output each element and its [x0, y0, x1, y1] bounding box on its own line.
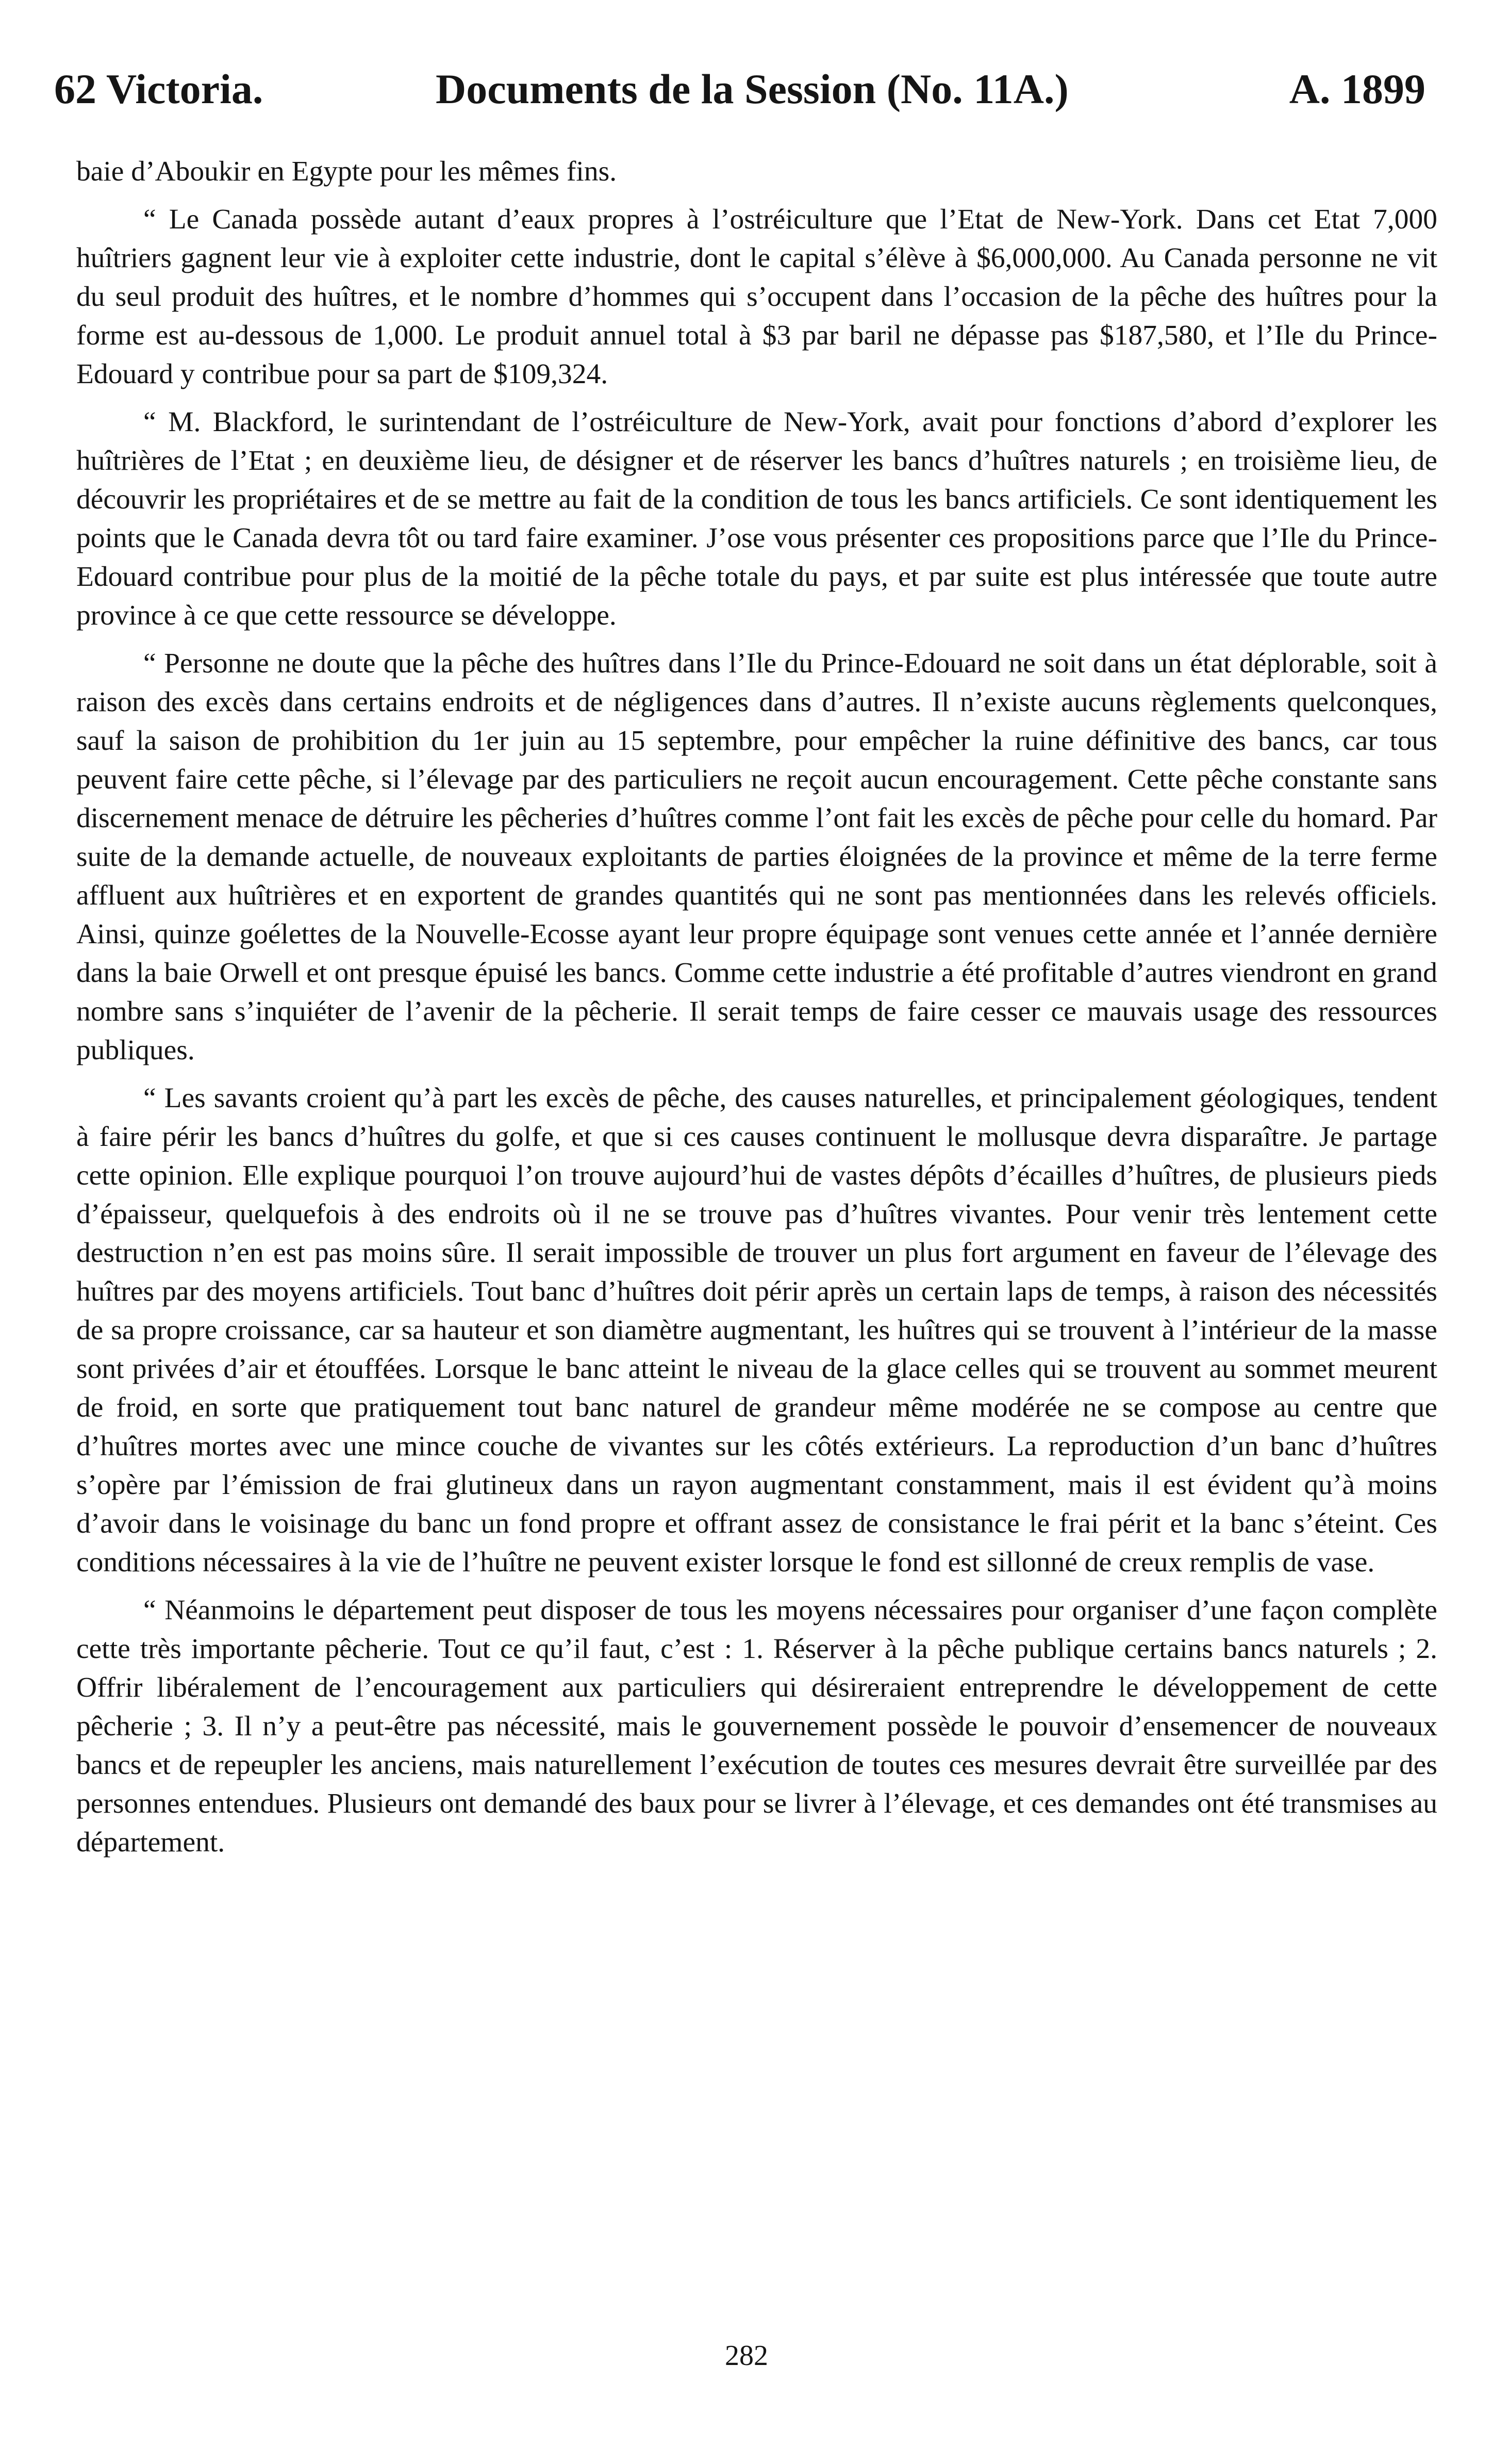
- paragraph-continuation: baie d’Aboukir en Egypte pour les mêmes fins.: [76, 156, 617, 187]
- body-text: [76, 152, 1437, 1871]
- paragraph: “ Personne ne doute que la pêche des huîtres dans l’Ile du Prince-Edouard ne soit dans un état déplorable, soit à raison des excès dans certains endroits et de négligences dans d’autres. Il n’existe aucuns règlements quelconques, sauf la saison de prohibition du 1er juin au 15 septembre, pour empêcher la ruine définitive des bancs, car tous peuvent faire cette pêche, si l’élevage par des particuliers ne reçoit aucun encouragement. Cette pêche constante sans discernement menace de détruire les pêcheries d’huîtres comme l’ont fait les excès de pêche pour celle du homard. Par suite de la demande actuelle, de nouveaux exploitants de parties éloignées de la province et même de la terre ferme affluent aux huîtrières et en exportent de grandes quantités qui ne sont pas mentionnées dans les relevés officiels. Ainsi, quinze goélettes de la Nouvelle-Ecosse ayant leur propre équipage sont venues cette année et l’année dernière dans la baie Orwell et ont presque épuisé les bancs. Comme cette industrie a été profitable d’autres viendront en grand nombre sans s’inquiéter de l’avenir de la pêcherie. Il serait temps de faire cesser ce mauvais usage des ressources publiques.: [76, 648, 1437, 1066]
- header-session-documents: Documents de la Session (No. 11A.): [436, 65, 1069, 112]
- header-year: A. 1899: [1289, 65, 1425, 112]
- header-regnal-year: 62 Victoria.: [54, 65, 263, 112]
- paragraph: “ Le Canada possède autant d’eaux propres à l’ostréiculture que l’Etat de New-York. Dans cet Etat 7,000 huîtriers gagnent leur vie à exploiter cette industrie, dont le capital s’élève à $6,000,000. Au Canada personne ne vit du seul produit des huîtres, et le nombre d’hommes qui s’occupent dans l’occasion de la pêche des huîtres pour la forme est au-dessous de 1,000. Le produit annuel total à $3 par baril ne dépasse pas $187,580, et l’Ile du Prince-Edouard y contribue pour sa part de $109,324.: [76, 204, 1437, 390]
- paragraph: “ Les savants croient qu’à part les excès de pêche, des causes naturelles, et principalement géologiques, tendent à faire périr les bancs d’huîtres du golfe, et que si ces causes continuent le mollusque devra disparaître. Je partage cette opinion. Elle explique pourquoi l’on trouve aujourd’hui de vastes dépôts d’écailles d’huîtres, de plusieurs pieds d’épaisseur, quelquefois à des endroits où il ne se trouve pas d’huîtres vivantes. Pour venir très lentement cette destruction n’en est pas moins sûre. Il serait impossible de trouver un plus fort argument en faveur de l’élevage des huîtres par des moyens artificiels. Tout banc d’huîtres doit périr après un certain laps de temps, à raison des nécessités de sa propre croissance, car sa hauteur et son diamètre augmentant, les huîtres qui se trouvent à l’intérieur de la masse sont privées d’air et étouffées. Lorsque le banc atteint le niveau de la glace celles qui se trouvent au sommet meurent de froid, en sorte que pratiquement tout banc naturel de grandeur même modérée ne se compose au centre que d’huîtres mortes avec une mince couche de vivantes sur les côtés extérieurs. La reproduction d’un banc d’huîtres s’opère par l’émission de frai glutineux dans un rayon augmentant constamment, mais il est évident qu’à moins d’avoir dans le voisinage du banc un fond propre et offrant assez de consistance le frai périt et la banc s’éteint. Ces conditions nécessaires à la vie de l’huître ne peuvent exister lorsque le fond est sillonné de creux remplis de vase.: [76, 1082, 1437, 1578]
- paragraph: “ Néanmoins le département peut disposer de tous les moyens nécessaires pour organiser d’une façon complète cette très importante pêcherie. Tout ce qu’il faut, c’est : 1. Réserver à la pêche publique certains bancs naturels ; 2. Offrir libéralement de l’encouragement aux particuliers qui désireraient entreprendre le développement de cette pêcherie ; 3. Il n’y a peut-être pas nécessité, mais le gouvernement possède le pouvoir d’ensemencer de nouveaux bancs et de repeupler les anciens, mais naturellement l’exécution de toutes ces mesures devrait être surveillée par des personnes entendues. Plusieurs ont demandé des baux pour se livrer à l’élevage, et ces demandes ont été transmises au département.: [76, 1595, 1437, 1858]
- running-header: [54, 61, 1425, 118]
- page-number: 282: [725, 2340, 768, 2372]
- paragraph: “ M. Blackford, le surintendant de l’ostréiculture de New-York, avait pour fonctions d’abord d’explorer les huîtrières de l’Etat ; en deuxième lieu, de désigner et de réserver les bancs d’huîtres naturels ; en troisième lieu, de découvrir les propriétaires et de se mettre au fait de la condition de tous les bancs artificiels. Ce sont identiquement les points que le Canada devra tôt ou tard faire examiner. J’ose vous présenter ces propositions parce que l’Ile du Prince-Edouard contribue pour plus de la moitié de la pêche totale du pays, et par suite est plus intéressée que toute autre province à ce que cette ressource se développe.: [76, 406, 1437, 631]
